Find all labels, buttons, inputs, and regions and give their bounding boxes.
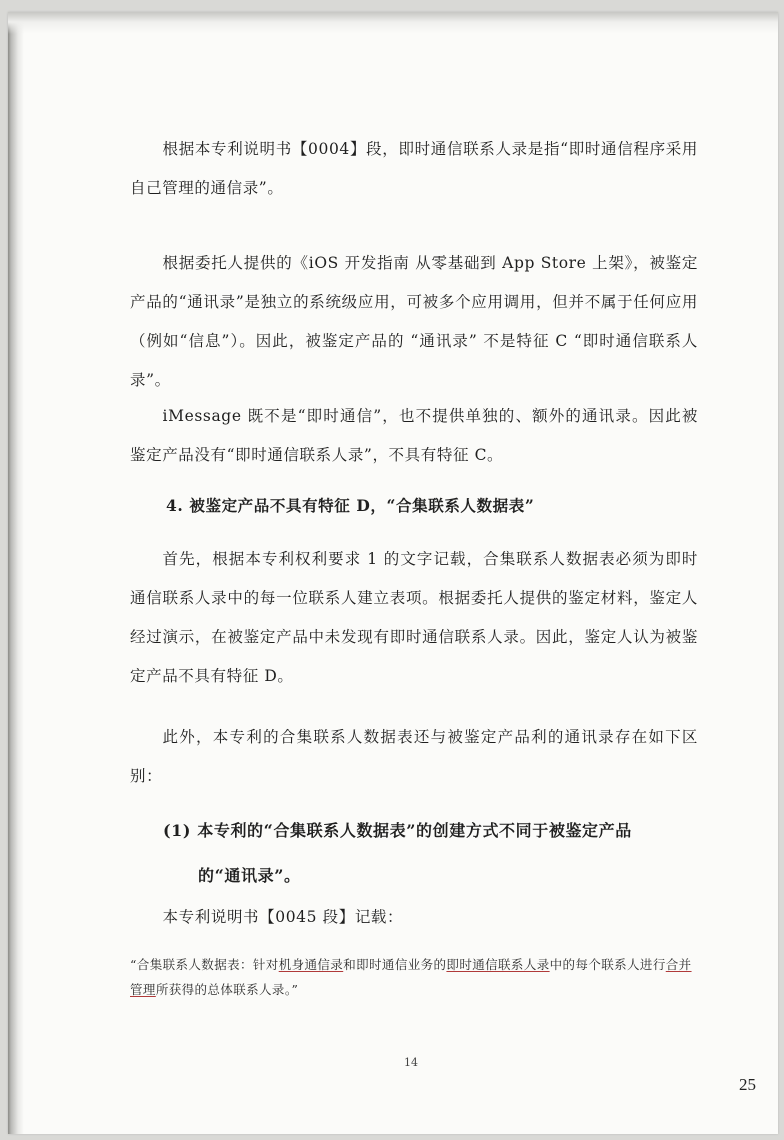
paragraph-ios-guide: 根据委托人提供的《iOS 开发指南 从零基础到 App Store 上架》，被鉴定产品的“通讯录”是独立的系统级应用，可被多个应用调用，但并不属于任何应用（例如“信息”）。因此，被鉴定产品的 “通讯录” 不是特征 C “即时通信联系人录”。 — [130, 254, 698, 389]
quote-part-1: “合集联系人数据表：针对 — [130, 957, 279, 972]
paragraph-imessage: iMessage 既不是“即时通信”，也不提供单独的、额外的通讯录。因此被鉴定产品没有“即时通信联系人录”，不具有特征 C。 — [130, 407, 698, 464]
document-page — [8, 12, 778, 1134]
quote-underline-merge-management: 合并管理 — [130, 957, 692, 997]
section-heading-feature-d: 4. 被鉴定产品不具有特征 D，“合集联系人数据表” — [166, 496, 535, 515]
quote-part-3: 和即时通信业务的 — [343, 957, 447, 972]
quote-part-5: 中的每个联系人进行 — [549, 957, 666, 972]
page-content — [8, 12, 778, 1134]
outer-page-number: 25 — [739, 1075, 756, 1094]
paragraph-differences: 此外，本专利的合集联系人数据表还与被鉴定产品利的通讯录存在如下区别： — [130, 728, 698, 785]
paragraph-definition: 根据本专利说明书【0004】段，即时通信联系人录是指“即时通信程序采用自己管理的通信录”。 — [130, 140, 698, 197]
paragraph-spec-citation: 本专利说明书【0045 段】记载： — [162, 908, 404, 926]
quote-underline-im-contacts: 即时通信联系人录 — [446, 957, 550, 972]
quote-underline-device-contacts: 机身通信录 — [278, 957, 344, 972]
inner-page-number: 14 — [404, 1056, 418, 1069]
quoted-definition — [130, 952, 702, 1002]
sub-heading-line-1: (1) 本专利的“合集联系人数据表”的创建方式不同于被鉴定产品 — [163, 821, 632, 840]
quote-part-7: 所获得的总体联系人录。” — [155, 982, 299, 997]
sub-heading-line-2: 的“通讯录”。 — [198, 866, 301, 885]
paragraph-claim-1: 首先，根据本专利权利要求 1 的文字记载，合集联系人数据表必须为即时通信联系人录中的每一位联系人建立表项。根据委托人提供的鉴定材料，鉴定人经过演示，在被鉴定产品中未发现有即时通信联系人录。因此，鉴定人认为被鉴定产品不具有特征 D。 — [130, 550, 698, 685]
sub-heading-creation-method — [163, 808, 703, 898]
